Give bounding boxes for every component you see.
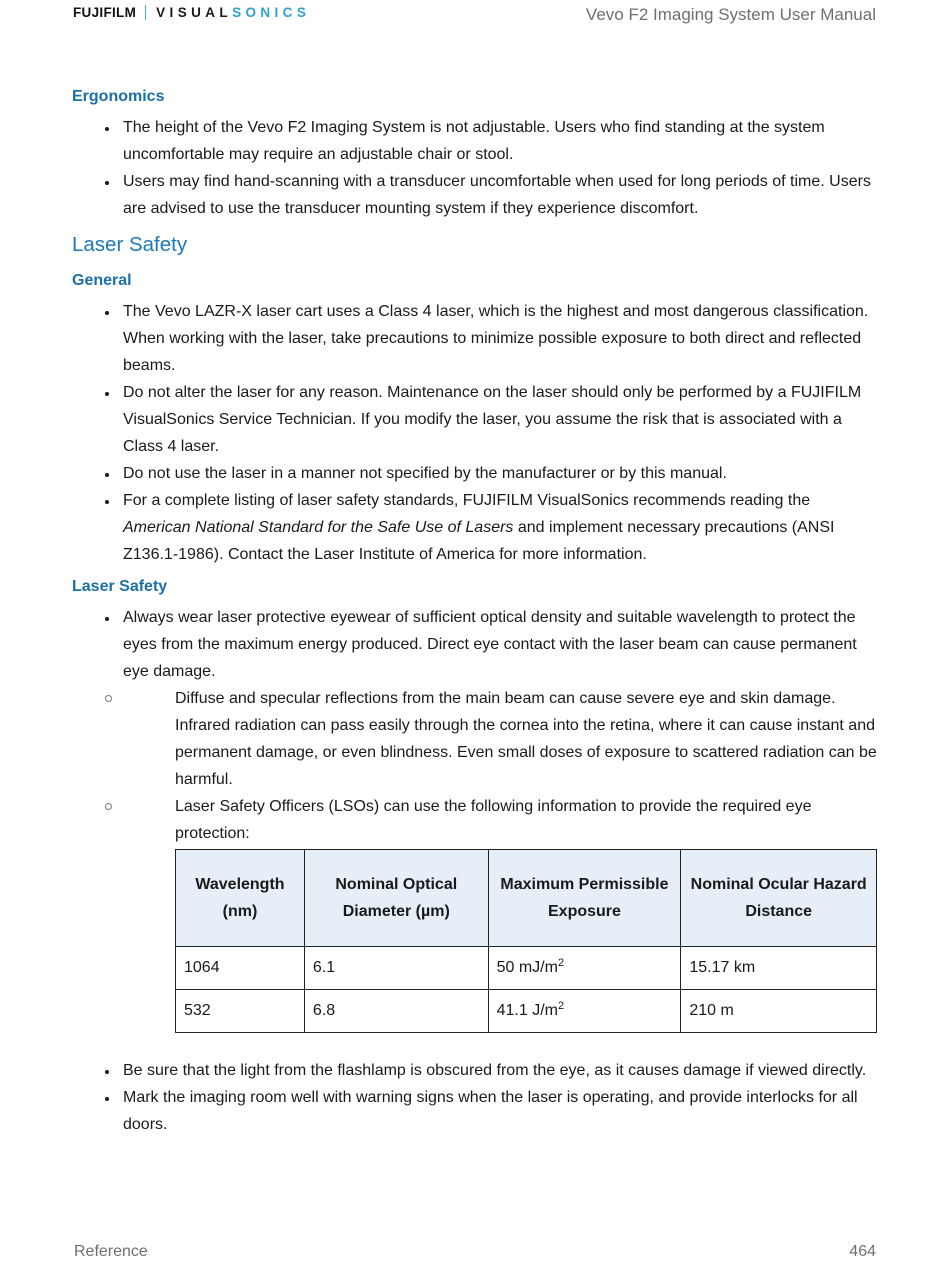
general-list — [72, 298, 878, 568]
text-after: and implement necessary precautions (ANSI Z136.1-1986). Contact the Laser Institute of America for more information. — [123, 519, 835, 563]
mpe-value: 41.1 J/m — [496, 1002, 558, 1019]
eye-protection-sublist — [72, 685, 878, 847]
heading-general: General — [72, 272, 132, 289]
sub-list-item: Diffuse and specular reflections from the main beam can cause severe eye and skin damage. Infrared radiation can pass easily through the cornea into the retina, where it can cause instant and permanent damage, or even blindness. Even small doses of exposure to scattered radiation can be harmful. — [72, 685, 878, 793]
list-item: The height of the Vevo F2 Imaging System is not adjustable. Users who find standing at the system uncomfortable may require an adjustable chair or stool. — [72, 114, 878, 168]
mpe-exponent: 2 — [557, 957, 565, 969]
list-item-text: Always wear laser protective eyewear of sufficient optical density and suitable wavelength to protect the eyes from the maximum energy produced. Direct eye contact with the laser beam can cause permanent eye damage. — [123, 609, 857, 680]
cell-wavelength: 532 — [176, 990, 305, 1033]
cell-mpe — [488, 990, 681, 1033]
text-before: For a complete listing of laser safety standards, FUJIFILM VisualSonics recommends reading the — [123, 492, 811, 509]
logo-fujifilm: FUJIFILM — [73, 4, 137, 20]
list-item: The Vevo LAZR-X laser cart uses a Class 4 laser, which is the highest and most dangerous classification. When working with the laser, take precautions to minimize possible exposure to both direct and reflected beams. — [72, 298, 878, 379]
cell-nohd: 210 m — [681, 990, 877, 1033]
column-header-optical-diameter: Nominal Optical Diameter (µm) — [304, 850, 488, 947]
table-header-row — [176, 850, 877, 947]
heading-ergonomics: Ergonomics — [72, 88, 165, 105]
sub-list-item: Laser Safety Officers (LSOs) can use the following information to provide the required eye protection: — [72, 793, 878, 847]
mpe-exponent: 2 — [557, 1000, 565, 1012]
column-header-wavelength: Wavelength (nm) — [176, 850, 305, 947]
cell-mpe — [488, 947, 681, 990]
table-row — [176, 990, 877, 1033]
cell-optical-diameter: 6.8 — [304, 990, 488, 1033]
ergonomics-list — [72, 114, 878, 222]
cell-optical-diameter: 6.1 — [304, 947, 488, 990]
table-row — [176, 947, 877, 990]
fujifilm-visualsonics-logo — [73, 3, 310, 21]
page-number: 464 — [849, 1243, 876, 1260]
column-header-nohd: Nominal Ocular Hazard Distance — [681, 850, 877, 947]
list-item: Be sure that the light from the flashlamp is obscured from the eye, as it causes damage if viewed directly. — [72, 1057, 878, 1084]
heading-laser-safety-section: Laser Safety — [72, 233, 188, 256]
page-content — [72, 86, 878, 1146]
list-item — [72, 604, 878, 847]
column-header-mpe: Maximum Permissible Exposure — [488, 850, 681, 947]
list-item: Do not use the laser in a manner not specified by the manufacturer or by this manual. — [72, 460, 878, 487]
heading-laser-safety: Laser Safety — [72, 578, 168, 595]
cell-nohd: 15.17 km — [681, 947, 877, 990]
list-item — [72, 487, 878, 568]
logo-sonics: SONICS — [232, 4, 311, 20]
list-item: Do not alter the laser for any reason. Maintenance on the laser should only be performed by a FUJIFILM VisualSonics Service Technician. If you modify the laser, you assume the risk that is associated with a Class 4 laser. — [72, 379, 878, 460]
laser-safety-list — [72, 604, 878, 847]
document-title: Vevo F2 Imaging System User Manual — [585, 5, 876, 24]
list-item: Mark the imaging room well with warning signs when the laser is operating, and provide interlocks for all doors. — [72, 1084, 878, 1138]
footer-section-name: Reference — [74, 1243, 148, 1260]
laser-safety-list-continued — [72, 1057, 878, 1138]
logo-divider — [145, 5, 146, 20]
standard-title: American National Standard for the Safe Use of Lasers — [123, 519, 514, 536]
list-item: Users may find hand-scanning with a transducer uncomfortable when used for long periods of time. Users are advised to use the transducer mounting system if they experience discomfort. — [72, 168, 878, 222]
mpe-value: 50 mJ/m — [496, 959, 558, 976]
laser-eye-protection-table — [175, 849, 877, 1033]
logo-visual: VISUAL — [156, 4, 233, 20]
cell-wavelength: 1064 — [176, 947, 305, 990]
